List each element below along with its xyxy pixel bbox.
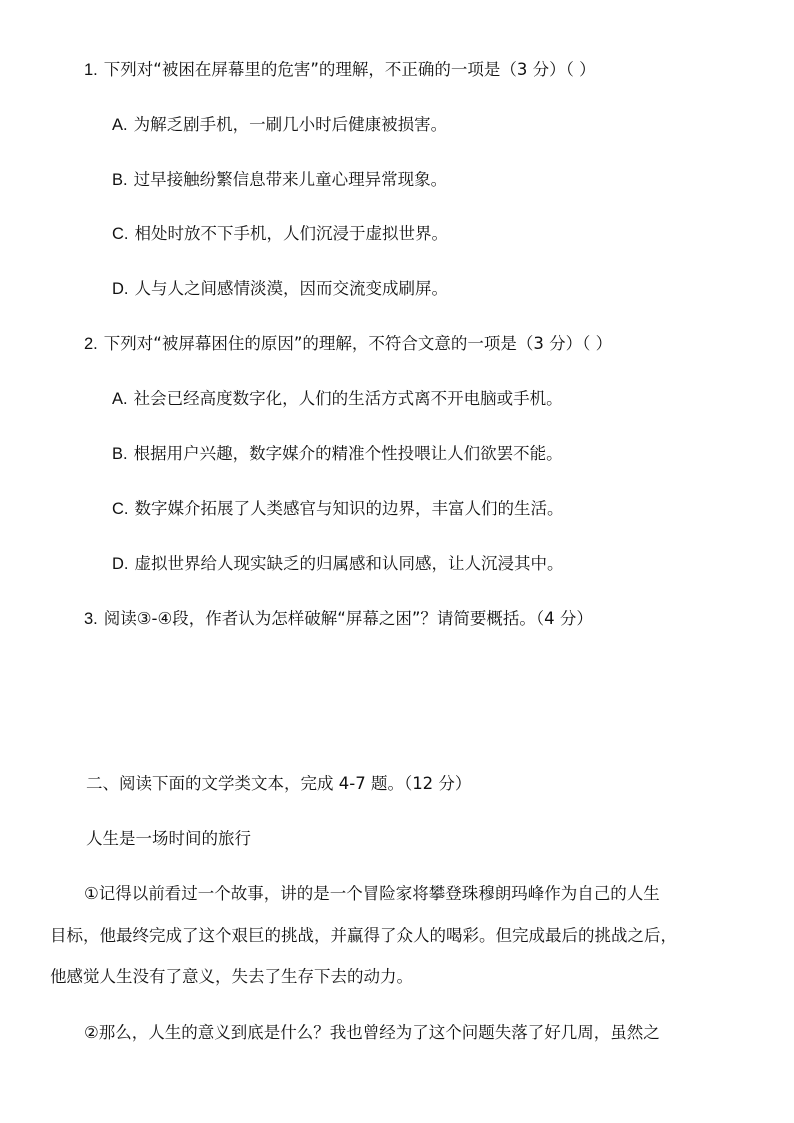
option-letter: B. (112, 445, 128, 463)
paragraph-line: 目标，他最终完成了这个艰巨的挑战，并赢得了众人的喝彩。但完成最后的挑战之后， (50, 926, 677, 945)
option-text: 数字媒介拓展了人类感官与知识的边界，丰富人们的生活。 (134, 499, 564, 518)
question-2-option-c (112, 499, 564, 519)
paragraph-line: 他感觉人生没有了意义，失去了生存下去的动力。 (50, 967, 413, 986)
question-1-option-c (112, 224, 448, 244)
question-2-option-a (112, 389, 563, 409)
option-letter: A. (112, 390, 128, 408)
question-text: 阅读③-④段，作者认为怎样破解“屏幕之困”？请简要概括。（4 分） (103, 609, 593, 628)
question-2-option-b (112, 444, 563, 464)
question-text: 下列对“被屏幕困住的原因”的理解，不符合文意的一项是（3 分）（ ） (103, 334, 613, 353)
question-2-option-d (112, 554, 564, 574)
option-letter: B. (112, 171, 128, 189)
question-text: 下列对“被困在屏幕里的危害”的理解，不正确的一项是（3 分）（ ） (103, 60, 596, 79)
question-number: 2. (84, 335, 98, 353)
paragraph-line: ②那么，人生的意义到底是什么？我也曾经为了这个问题失落了好几周，虽然之 (84, 1023, 660, 1042)
option-text: 社会已经高度数字化，人们的生活方式离不开电脑或手机。 (133, 389, 563, 408)
option-letter: C. (112, 500, 129, 518)
option-text: 根据用户兴趣，数字媒介的精准个性投喂让人们欲罢不能。 (133, 444, 563, 463)
question-1-option-d (112, 279, 448, 299)
question-2 (84, 334, 612, 354)
paragraph-line: ①记得以前看过一个故事，讲的是一个冒险家将攀登珠穆朗玛峰作为自己的人生 (84, 884, 660, 903)
option-letter: A. (112, 116, 128, 134)
question-3 (84, 609, 593, 629)
option-text: 虚拟世界给人现实缺乏的归属感和认同感，让人沉浸其中。 (134, 554, 564, 573)
option-text: 相处时放不下手机，人们沉浸于虚拟世界。 (134, 224, 448, 243)
article-title: 人生是一场时间的旅行 (86, 829, 251, 848)
option-text: 为解乏剧手机，一刷几小时后健康被损害。 (133, 115, 448, 134)
question-number: 3. (84, 610, 98, 628)
section-heading: 二、阅读下面的文学类文本，完成 4-7 题。（12 分） (86, 774, 472, 793)
question-1-option-a (112, 115, 447, 135)
option-letter: D. (112, 280, 129, 298)
question-number: 1. (84, 61, 98, 79)
question-1 (84, 60, 596, 80)
option-text: 人与人之间感情淡漠，因而交流变成刷屏。 (134, 279, 448, 298)
option-letter: C. (112, 225, 129, 243)
question-1-option-b (112, 170, 447, 190)
option-letter: D. (112, 555, 129, 573)
option-text: 过早接触纷繁信息带来儿童心理异常现象。 (133, 170, 448, 189)
